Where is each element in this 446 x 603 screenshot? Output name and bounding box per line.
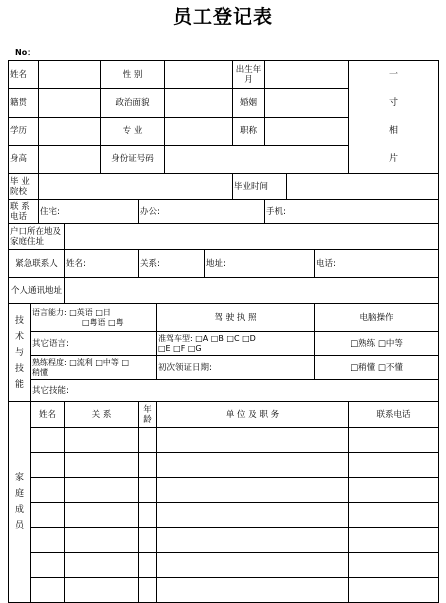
vehicle-type-line2: □E □F □G: [158, 343, 202, 353]
computer-level-2-cell[interactable]: □稍懂 □不懂: [315, 356, 439, 380]
emergency-label: 紧急联系人: [9, 250, 65, 278]
family-cell[interactable]: [31, 453, 65, 478]
family-cell[interactable]: [31, 478, 65, 503]
computer-level-1-cell[interactable]: □熟练 □中等: [315, 332, 439, 356]
skills-side-char: 能: [14, 379, 24, 390]
school-label: 毕 业院校: [9, 174, 39, 200]
proficiency-cell[interactable]: [31, 356, 157, 380]
school-field[interactable]: [39, 174, 233, 200]
vehicle-type-cell[interactable]: [157, 332, 315, 356]
family-cell[interactable]: [139, 503, 157, 528]
emergency-phone-label: 电话:: [316, 258, 336, 269]
family-cell[interactable]: [65, 528, 139, 553]
emergency-name-label: 姓名:: [66, 258, 86, 269]
mobile-field[interactable]: [265, 200, 439, 224]
hukou-label: 户口所在地及家庭住址: [9, 224, 65, 250]
family-cell[interactable]: [157, 528, 349, 553]
family-cell[interactable]: [31, 578, 65, 603]
family-cell[interactable]: [65, 478, 139, 503]
family-cell[interactable]: [65, 503, 139, 528]
emergency-name-field[interactable]: [65, 250, 139, 278]
family-cell[interactable]: [157, 578, 349, 603]
political-field[interactable]: [165, 89, 233, 117]
emergency-relation-label: 关系:: [140, 258, 160, 269]
family-cell[interactable]: [349, 428, 439, 453]
personal-address-field[interactable]: [65, 278, 439, 304]
family-cell[interactable]: [349, 528, 439, 553]
skills-side-label: [9, 304, 31, 402]
id-label: 身份证号码: [101, 145, 165, 173]
height-field[interactable]: [39, 145, 101, 173]
skills-side-char: 与: [14, 347, 24, 358]
family-phone-header: 联系电话: [349, 402, 439, 428]
major-label: 专 业: [101, 117, 165, 145]
title-label: 职称: [233, 117, 265, 145]
major-field[interactable]: [165, 117, 233, 145]
family-side-char: 员: [14, 521, 24, 531]
family-cell[interactable]: [31, 553, 65, 578]
family-age-header: 年龄: [139, 402, 157, 428]
emergency-relation-field[interactable]: [139, 250, 205, 278]
native-label: 籍贯: [9, 89, 39, 117]
other-skills-cell[interactable]: [31, 380, 439, 402]
proficiency-line2: 稍懂: [32, 367, 48, 377]
language-ability-line2: □粤语 □粤: [82, 317, 124, 327]
driving-license-header: 驾 驶 执 照: [157, 304, 315, 332]
family-cell[interactable]: [31, 503, 65, 528]
family-cell[interactable]: [65, 428, 139, 453]
family-relation-header: 关 系: [65, 402, 139, 428]
family-cell[interactable]: [157, 453, 349, 478]
other-language-cell[interactable]: [31, 332, 157, 356]
photo-char-2: 寸: [388, 98, 398, 108]
photo-char-4: 片: [388, 154, 398, 164]
other-skills-label: 其它技能:: [32, 385, 69, 396]
native-field[interactable]: [39, 89, 101, 117]
home-phone-label: 住宅:: [40, 206, 60, 217]
photo-char-1: 一: [388, 70, 398, 80]
first-license-cell[interactable]: [157, 356, 315, 380]
family-cell[interactable]: [139, 553, 157, 578]
hukou-field[interactable]: [65, 224, 439, 250]
registration-table: [8, 60, 439, 603]
title-field[interactable]: [265, 117, 349, 145]
name-label: 姓名: [9, 61, 39, 89]
family-cell[interactable]: [157, 553, 349, 578]
family-cell[interactable]: [139, 578, 157, 603]
family-cell[interactable]: [349, 578, 439, 603]
family-cell[interactable]: [157, 503, 349, 528]
family-cell[interactable]: [139, 478, 157, 503]
name-field[interactable]: [39, 61, 101, 89]
first-license-label: 初次领证日期:: [158, 362, 212, 373]
mobile-label: 手机:: [266, 206, 286, 217]
other-language-label: 其它语言:: [32, 338, 69, 349]
family-cell[interactable]: [349, 553, 439, 578]
vehicle-type-line1: 准驾车型: □A □B □C □D: [158, 333, 256, 343]
skills-side-char: 技: [14, 363, 24, 374]
family-cell[interactable]: [65, 553, 139, 578]
form-title: 员工登记表: [172, 6, 273, 28]
family-cell[interactable]: [31, 528, 65, 553]
photo-char-3: 相: [388, 126, 398, 136]
emergency-phone-field[interactable]: [315, 250, 439, 278]
family-side-char: 庭: [14, 489, 24, 499]
family-cell[interactable]: [139, 453, 157, 478]
computer-skill-header: 电脑操作: [315, 304, 439, 332]
family-name-header: 姓名: [31, 402, 65, 428]
family-cell[interactable]: [349, 478, 439, 503]
skills-side-char: 术: [14, 331, 24, 342]
gender-label: 性 别: [101, 61, 165, 89]
photo-box[interactable]: [349, 61, 439, 174]
family-side-char: 家: [14, 473, 24, 483]
skills-side-char: 技: [14, 315, 24, 326]
office-phone-label: 办公:: [140, 206, 160, 217]
family-cell[interactable]: [157, 428, 349, 453]
home-phone-field[interactable]: [39, 200, 139, 224]
birth-label: 出生年月: [233, 61, 265, 89]
height-label: 身高: [9, 145, 39, 173]
personal-address-label: 个人通讯地址: [9, 278, 65, 304]
marital-field[interactable]: [265, 89, 349, 117]
proficiency-line1: 熟练程度: □流利 □中等 □: [32, 357, 129, 367]
language-ability-line1: 语言能力: □英语 □日: [32, 307, 111, 317]
family-unit-header: 单 位 及 职 务: [157, 402, 349, 428]
family-cell[interactable]: [31, 428, 65, 453]
marital-label: 婚姻: [233, 89, 265, 117]
family-side-char: 成: [14, 505, 24, 515]
political-label: 政治面貌: [101, 89, 165, 117]
grad-time-field[interactable]: [287, 174, 439, 200]
family-cell[interactable]: [65, 453, 139, 478]
family-cell[interactable]: [349, 503, 439, 528]
family-side-label: [9, 402, 31, 603]
education-field[interactable]: [39, 117, 101, 145]
family-cell[interactable]: [349, 453, 439, 478]
education-label: 学历: [9, 117, 39, 145]
id-field[interactable]: [165, 145, 349, 173]
emergency-address-label: 地址:: [206, 258, 226, 269]
emergency-address-field[interactable]: [205, 250, 315, 278]
form-number-label: No：: [15, 48, 36, 57]
family-cell[interactable]: [157, 478, 349, 503]
gender-field[interactable]: [165, 61, 233, 89]
family-cell[interactable]: [139, 528, 157, 553]
family-cell[interactable]: [139, 428, 157, 453]
office-phone-field[interactable]: [139, 200, 265, 224]
contact-label: 联 系电话: [9, 200, 39, 224]
grad-time-label: 毕业时间: [233, 174, 287, 200]
language-ability-cell[interactable]: [31, 304, 157, 332]
birth-field[interactable]: [265, 61, 349, 89]
family-cell[interactable]: [65, 578, 139, 603]
